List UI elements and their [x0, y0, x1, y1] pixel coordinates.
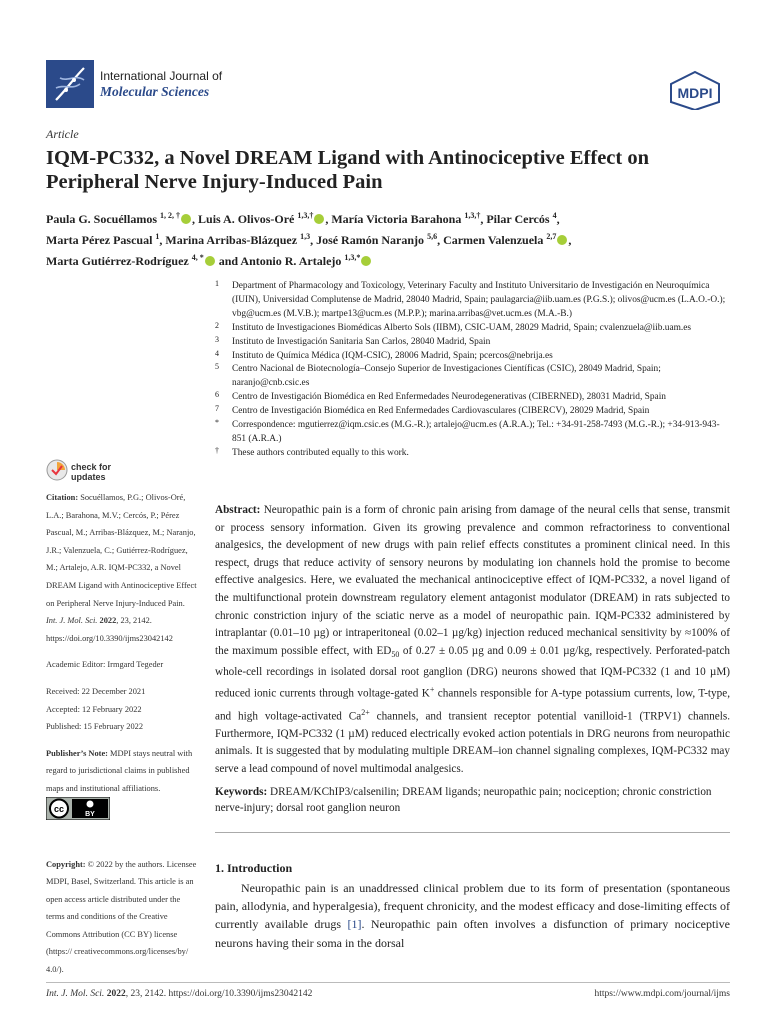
publisher-note: [46, 745, 198, 798]
author-affiliation-marker: 5,6: [427, 232, 438, 241]
abstract-text-1: Neuropathic pain is a form of chronic pain arising from damage of the neural cells that sense, transmit or process sensory information. Given its growing prevalence and common refractoriness to conventional analgesics, the development of new drugs with pain relief effects constitutes a prominent clinical need. In this respect, drugs that reduce activity of sensory neurons by modulating ion channels hold the promise to become effective analgesics. Here, we evaluated the mechanical antinociceptive effect of IQM-PC332, a novel ligand of the multifunctional protein downstream regulatory element antagonist modulator (DREAM) in rats subjected to chronic constriction injury of the sciatic nerve as a model of neuropathic pain. IQM-PC332 administered by intraplantar (0.01–10 µg) or intraperitoneal (0.02–1 µg/kg) injection reduced mechanical sensitivity by ≈100% of the maximum possible effect, with ED: [215, 504, 730, 657]
affiliation-number: 4: [215, 348, 219, 358]
affiliations: [215, 280, 730, 461]
accepted-date: Accepted: 12 February 2022: [46, 704, 142, 714]
author-name: José Ramón Naranjo: [316, 233, 425, 247]
published-date: Published: 15 February 2022: [46, 722, 144, 732]
abstract-text-4: channels, and transient receptor potential vanilloid-1 (TRPV1) channels. Furthermore, IQM-PC332 (1 µM) reduced electrically evoked action potentials in DRG neurons from neuropathic animals. It is suggested that by modulating multiple DREAM–ion channel signaling complexes, IQM-PC332 may serve a lead compound of novel multimodal analgesics.: [215, 710, 730, 776]
author-affiliation-marker: 1,3,†: [297, 211, 314, 220]
author-separator: ,: [480, 212, 487, 226]
affiliation-text: Instituto de Investigación Sanitaria San Carlos, 28040 Madrid, Spain: [232, 336, 491, 347]
author-separator: ,: [437, 233, 444, 247]
author-name: Antonio R. Artalejo: [240, 254, 342, 268]
affiliation-text: Centro de Investigación Biomédica en Red Enfermedades Neurodegenerativas (CIBERNED), 28031 Madrid, Spain: [232, 392, 666, 403]
affiliation-item: [215, 447, 730, 461]
check-updates-line1: check for: [71, 462, 112, 472]
affiliation-text: Centro Nacional de Biotecnología–Consejo Superior de Investigaciones Científicas (CSIC), 28049 Madrid, Spain; naranjo@cnb.csic.es: [232, 364, 661, 389]
author-affiliation-marker: 1,3: [300, 232, 311, 241]
orcid-icon[interactable]: [361, 256, 371, 266]
affiliation-number: *: [215, 418, 219, 428]
keywords-text: DREAM/KChIP3/calsenilin; DREAM ligands; neuropathic pain; nociception; chronic constriction nerve-injury; dorsal root ganglion neuron: [215, 786, 712, 814]
author-affiliation-marker: 1,3,†: [464, 211, 481, 220]
author-affiliation-marker: 4: [552, 211, 557, 220]
affiliation-number: 3: [215, 334, 219, 344]
mdpi-logo-text: MDPI: [677, 85, 713, 101]
author-affiliation-marker: 2,7: [546, 232, 557, 241]
affiliation-text: Instituto de Química Médica (IQM-CSIC), 28006 Madrid, Spain; pcercos@nebrija.es: [232, 350, 553, 361]
abstract: [215, 502, 730, 779]
affiliation-number: †: [215, 445, 219, 455]
check-updates-line2: updates: [71, 472, 106, 482]
affiliation-item: [215, 350, 730, 364]
copyright: [46, 856, 198, 979]
journal-logo-icon: [46, 60, 94, 108]
affiliation-text: These authors contributed equally to this work.: [232, 447, 409, 458]
author-separator: ,: [192, 212, 199, 226]
author-separator: ,: [568, 233, 572, 247]
introduction-heading: 1. Introduction: [215, 861, 293, 875]
publisher-note-label: Publisher’s Note:: [46, 748, 108, 758]
keywords-label: Keywords:: [215, 786, 268, 798]
author-name: Luis A. Olivos-Oré: [198, 212, 295, 226]
abstract-text-3: channels responsible for A-type potassium currents, low, T-type, and high voltage-activated Ca: [215, 687, 730, 723]
mdpi-logo-icon: [665, 70, 725, 110]
citation-year: 2022: [99, 616, 117, 626]
affiliation-item: [215, 322, 730, 336]
affiliation-item: [215, 280, 730, 322]
citation-link[interactable]: [1]: [347, 917, 362, 932]
affiliation-item: [215, 391, 730, 405]
check-for-updates-badge[interactable]: [46, 459, 116, 487]
keywords: [215, 785, 730, 816]
citation: [46, 489, 198, 647]
author-affiliation-marker: 1, 2, †: [160, 211, 181, 220]
academic-editor: Academic Editor: Irmgard Tegeder: [46, 660, 164, 670]
author-name: Marta Pérez Pascual: [46, 233, 153, 247]
citation-journal: Int. J. Mol. Sci.: [46, 616, 98, 626]
received-date: Received: 22 December 2021: [46, 686, 146, 696]
article-title: IQM-PC332, a Novel DREAM Ligand with Antinociceptive Effect on Peripheral Nerve Injury-Induced Pain: [46, 147, 649, 193]
author-separator: ,: [325, 212, 332, 226]
affiliation-number: 5: [215, 362, 219, 372]
author-name: Pilar Cercós: [486, 212, 550, 226]
orcid-icon[interactable]: [205, 256, 215, 266]
abstract-sub-50: 50: [391, 649, 400, 659]
author-name: Marina Arribas-Blázquez: [165, 233, 298, 247]
affiliation-item: [215, 336, 730, 350]
affiliation-number: 1: [215, 279, 219, 288]
footer-divider: [46, 982, 730, 983]
citation-text: Socuéllamos, P.G.; Olivos-Oré, L.A.; Barahona, M.V.; Cercós, P.; Pérez Pascual, M.; Arribas-Blázquez, M.; Naranjo, J.R.; Valenzuela, C.; Gutiérrez-Rodríguez, M.; Artalejo, A.R. IQM-PC332, a Novel DREAM Ligand with Antinociceptive Effect on Peripheral Nerve Injury-Induced Pain.: [46, 493, 197, 608]
author-separator: ,: [159, 233, 166, 247]
copyright-label: Copyright:: [46, 859, 86, 869]
abstract-label: Abstract:: [215, 504, 261, 516]
author-name: Marta Gutiérrez-Rodríguez: [46, 254, 189, 268]
author-separator: ,: [556, 212, 560, 226]
footer-details[interactable]: , 23, 2142. https://doi.org/10.3390/ijms23042142: [125, 989, 313, 999]
author-name: María Victoria Barahona: [331, 212, 462, 226]
affiliation-text: Department of Pharmacology and Toxicology, Veterinary Faculty and Instituto Universitario de Investigación en Neuroquímica (IUIN), Universidad Complutense de Madrid, 28040 Madrid, Spain; paulagarcia@iib.uam.es (P.G.S.); olivos@ucm.es (L.A.O.-O.); vbg@ucm.es (M.V.B.); martpe13@ucm.es (M.P.P.); marina.arribas@vet.ucm.es (M.A.-B.): [232, 281, 726, 319]
introduction-text: [215, 879, 730, 952]
affiliation-item: [215, 363, 730, 391]
orcid-icon[interactable]: [314, 214, 324, 224]
abstract-sup-ca: 2+: [361, 707, 370, 717]
footer-year: 2022: [106, 989, 126, 999]
author-list: [46, 207, 736, 270]
author-affiliation-marker: 1: [155, 232, 160, 241]
citation-label: Citation:: [46, 493, 79, 502]
citation-details[interactable]: , 23, 2142. https://doi.org/10.3390/ijms23042142: [46, 616, 173, 643]
affiliation-text: Correspondence: mgutierrez@iqm.csic.es (M.G.-R.); artalejo@ucm.es (A.R.A.); Tel.: +34-91-258-7493 (M.G.-R.); +34-913-943-851 (A.R.A.): [232, 420, 720, 444]
footer-journal-url[interactable]: https://www.mdpi.com/journal/ijms: [594, 989, 730, 999]
orcid-icon[interactable]: [181, 214, 191, 224]
affiliation-item: [215, 419, 730, 447]
affiliation-text: Centro de Investigación Biomédica en Red Enfermedades Cardiovasculares (CIBERCV), 28029 Madrid, Spain: [232, 406, 650, 417]
author-separator: and: [215, 254, 241, 268]
affiliation-number: 7: [215, 404, 219, 414]
footer-citation: [46, 989, 312, 999]
affiliation-text: Instituto de Investigaciones Biomédicas Alberto Sols (IIBM), CSIC-UAM, 28029 Madrid, Spain; cvalenzuela@iib.uam.es: [232, 322, 692, 333]
orcid-icon[interactable]: [557, 235, 567, 245]
author-name: Paula G. Socuéllamos: [46, 212, 158, 226]
intro-text-before: Neuropathic pain is an unaddressed clinical problem due to its form of presentation (spontaneous pain, allodynia, and hyperalgesia), frequent chronicity, and the modest efficacy and dose-limiting effects of currently available drugs: [215, 881, 730, 932]
affiliation-number: 2: [215, 320, 219, 330]
journal-name-line1: International Journal of: [100, 69, 223, 83]
copyright-text: © 2022 by the authors. Licensee MDPI, Basel, Switzerland. This article is an open access article distributed under the terms and conditions of the Creative Commons Attribution (CC BY) license (https:// creativecommons.org/licenses/by/ 4.0/).: [46, 859, 197, 975]
affiliation-number: 6: [215, 390, 219, 400]
journal-name-line2: Molecular Sciences: [100, 84, 210, 99]
footer-journal: Int. J. Mol. Sci.: [46, 989, 105, 999]
section-divider: [215, 832, 730, 833]
author-affiliation-marker: 4, *: [191, 253, 204, 262]
author-affiliation-marker: 1,3,*: [344, 253, 361, 262]
author-separator: ,: [310, 233, 317, 247]
check-updates-icon: [46, 459, 68, 481]
author-name: Carmen Valenzuela: [443, 233, 544, 247]
cc-logo-text: cc: [53, 804, 65, 814]
abstract-text-2: of 0.27 ± 0.05 µg and 0.09 ± 0.01 µg/kg, respectively. Perforated-patch whole-cell recordings in isolated dorsal root ganglion (DRG) neurons showed that IQM-PC332 (1 and 10 µM) reduced ionic currents through voltage-gated K: [215, 644, 731, 700]
cc-by-license-icon[interactable]: [46, 797, 110, 820]
affiliation-item: [215, 405, 730, 419]
left-sidebar: [46, 489, 198, 979]
abstract-sup-k: +: [429, 685, 435, 695]
publisher-note-text: MDPI stays neutral with regard to jurisdictional claims in published maps and institutional affiliations.: [46, 748, 193, 793]
article-type: Article: [46, 127, 79, 141]
by-logo-text: BY: [85, 811, 95, 818]
intro-text-after: . Neuropathic pain often involves a disfunction of primary nociceptive neurons having their soma in the dorsal: [215, 917, 730, 950]
